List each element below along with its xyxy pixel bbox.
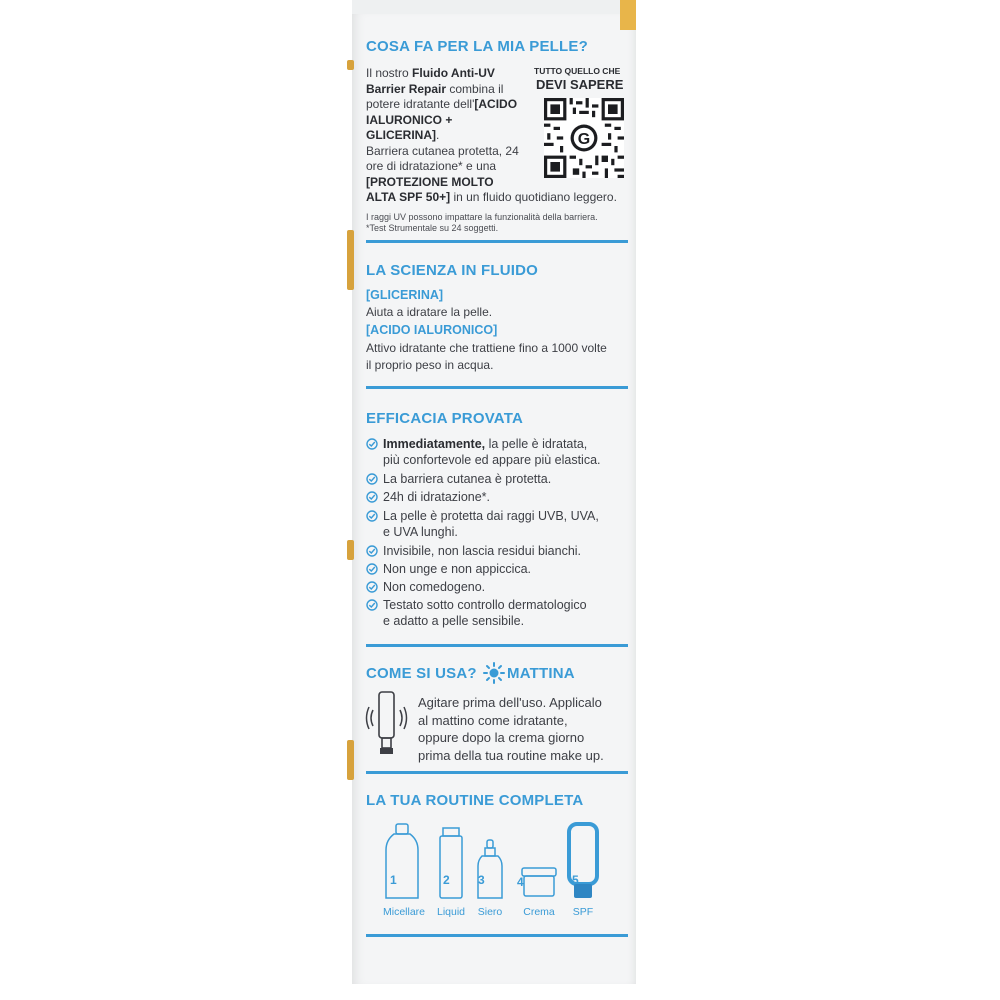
efficacy-item: Non comedogeno.	[383, 580, 486, 594]
what-line: Il nostro Fluido Anti-UV	[366, 66, 495, 80]
what-line: potere idratante dell'[ACIDO	[366, 97, 518, 111]
step-number: 3	[478, 873, 485, 887]
edge-mark	[347, 540, 354, 560]
package-flap	[620, 0, 636, 30]
step-label-spf: SPF	[572, 906, 594, 918]
check-circle-icon	[366, 581, 378, 593]
efficacy-item: 24h di idratazione*.	[383, 490, 491, 504]
use-line: prima della tua routine make up.	[418, 747, 604, 763]
qr-code-icon[interactable]	[544, 98, 624, 178]
check-circle-icon	[366, 599, 378, 611]
spf-tube-icon	[566, 822, 600, 902]
check-circle-icon	[366, 438, 378, 450]
cream-jar-icon	[518, 822, 560, 902]
use-line: al mattino come idratante,	[418, 712, 568, 728]
efficacy-item: Immediatamente, la pelle è idratata, più confortevole ed appare più elastica.	[383, 437, 601, 467]
ingredient-name-glycerin: [GLICERINA]	[366, 288, 444, 302]
ingredient-desc-glycerin: Aiuta a idratare la pelle.	[366, 305, 493, 319]
section-title-what: COSA FA PER LA MIA PELLE?	[366, 38, 588, 55]
edge-mark	[347, 230, 354, 290]
liquid-bottle-icon	[438, 822, 464, 902]
edge-mark	[347, 740, 354, 780]
qr-caption-line2: DEVI SAPERE	[536, 77, 624, 92]
step-label-micellar: Micellare	[382, 906, 425, 918]
section-title-efficacy: EFFICACIA PROVATA	[366, 410, 524, 427]
ingredient-desc-hyaluronic-1: Attivo idratante che trattiene fino a 1000 volte	[366, 341, 607, 355]
use-instructions	[418, 694, 638, 764]
step-number: 1	[390, 873, 397, 887]
step-label-liquid: Liquid	[436, 906, 466, 918]
what-line: ore di idratazione* e una	[366, 159, 497, 173]
time-of-day-label: MATTINA	[507, 665, 575, 682]
what-line: Barriera cutanea protetta, 24	[366, 143, 519, 158]
uv-note: I raggi UV possono impattare la funzionalità della barriera.	[366, 212, 598, 222]
section-divider	[366, 934, 628, 937]
shake-tube-icon	[366, 690, 408, 756]
efficacy-item: Testato sotto controllo dermatologico e adatto a pelle sensibile.	[383, 598, 587, 628]
section-title-use: COME SI USA?	[366, 665, 477, 682]
step-number: 5	[572, 873, 579, 887]
edge-mark	[347, 60, 354, 70]
check-circle-icon	[366, 510, 378, 522]
use-line: oppure dopo la crema giorno	[418, 730, 585, 745]
efficacy-item: Invisibile, non lascia residui bianchi.	[383, 544, 582, 558]
what-line: Barrier Repair combina il	[366, 81, 504, 96]
use-line: Agitare prima dell'uso. Applicalo	[418, 695, 602, 710]
qr-caption-line1: TUTTO QUELLO CHE	[534, 66, 621, 76]
section-title-routine: LA TUA ROUTINE COMPLETA	[366, 792, 584, 809]
serum-dropper-icon	[476, 822, 504, 902]
what-line: [PROTEZIONE MOLTO	[366, 174, 494, 189]
section-divider	[366, 644, 628, 647]
section-divider	[366, 771, 628, 774]
efficacy-item: La barriera cutanea è protetta.	[383, 472, 552, 486]
test-note: *Test Strumentale su 24 soggetti.	[366, 223, 499, 233]
ingredient-name-hyaluronic: [ACIDO IALURONICO]	[366, 323, 498, 337]
efficacy-item: Non unge e non appiccica.	[383, 562, 532, 576]
section-divider	[366, 386, 628, 389]
sun-icon	[483, 662, 505, 684]
efficacy-item: La pelle è protetta dai raggi UVB, UVA, e UVA lunghi.	[383, 509, 599, 539]
micellar-bottle-icon	[384, 822, 420, 902]
svg-text:G: G	[577, 130, 591, 148]
what-line: GLICERINA].	[366, 128, 440, 142]
step-number: 2	[443, 873, 450, 887]
step-label-serum: Siero	[477, 906, 503, 918]
what-line: ALTA SPF 50+] in un fluido quotidiano leggero.	[366, 190, 617, 204]
ingredient-desc-hyaluronic-2: il proprio peso in acqua.	[366, 358, 494, 372]
section-divider	[366, 240, 628, 243]
what-line: IALURONICO +	[366, 112, 453, 127]
step-label-cream: Crema	[523, 906, 555, 918]
step-number: 4	[517, 875, 524, 889]
section-title-science: LA SCIENZA IN FLUIDO	[366, 262, 539, 279]
check-circle-icon	[366, 545, 378, 557]
check-circle-icon	[366, 473, 378, 485]
check-circle-icon	[366, 491, 378, 503]
check-circle-icon	[366, 563, 378, 575]
